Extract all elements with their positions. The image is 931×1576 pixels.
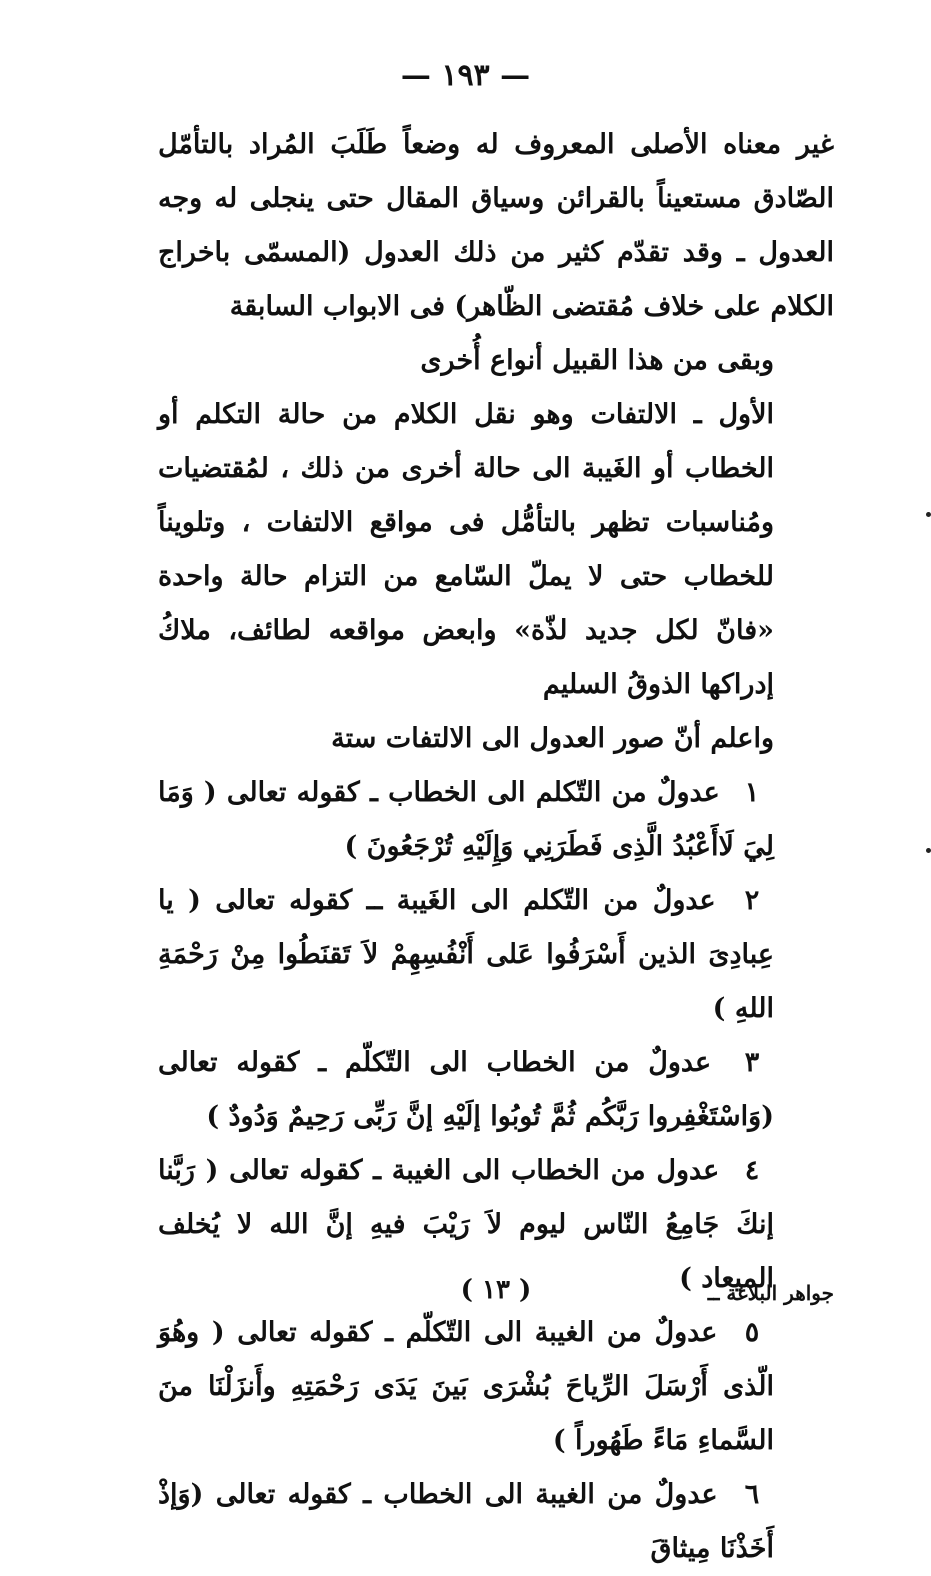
item-number: ٦ — [744, 1479, 760, 1510]
edge-dot — [926, 512, 931, 517]
page-footer — [158, 1275, 834, 1315]
item-text: عدولٌ من الخطاب الى التّكلّم ـ كقوله تعالى (وَاسْتَغْفِروا رَبَّكُم ثُمَّ تُوبُوا إلَيْهِ إنَّ رَبِّى رَحِيمٌ وَدُودٌ ) — [158, 1047, 774, 1132]
item-number: ٢ — [744, 885, 760, 916]
list-item — [158, 766, 834, 874]
page-number: — ١٩٣ — — [400, 58, 531, 93]
list-item — [158, 874, 834, 1036]
item-number: ١ — [744, 777, 760, 808]
item-number: ٥ — [744, 1317, 760, 1348]
item-text: عدولٌ من الغيبة الى الخطاب ـ كقوله تعالى (وَإذْ أَخَذْنَا مِيثاقَ — [158, 1479, 774, 1564]
book-title: جواهر البلاغة ــ — [707, 1281, 834, 1305]
item-text: عدول من الخطاب الى الغيبة ـ كقوله تعالى ( رَبَّنا إنكَ جَامِعُ النّاس ليوم لاَ رَيْبَ فيهِ إنَّ الله لا يُخلف الميعاد ) — [158, 1155, 774, 1294]
list-item — [158, 1468, 834, 1576]
page-body — [158, 118, 834, 1576]
edge-dot — [926, 848, 931, 853]
item-number: ٣ — [744, 1047, 760, 1078]
list-item — [158, 1306, 834, 1468]
item-text: عدولٌ من الغيبة الى التّكلّم ـ كقوله تعالى ( وهُوَ الّذى أَرْسَلَ الرِّياحَ بُشْرَى بَينَ يَدَى رَحْمَتِهِ وأَنزَلْنَا منَ السَّماءِ مَاءً طَهُوراً ) — [158, 1317, 774, 1456]
paragraph-six-forms: واعلم أنّ صور العدول الى الالتفات ستة — [331, 723, 774, 754]
paragraph-intro: غير معناه الأصلى المعروف له وضعاً طَلَبَ المُراد بالتأمّل الصّادق مستعيناً بالقرائن وسياق المقال حتى ينجلى له وجه العدول ـ وقد تقدّم كثير من ذلك العدول (المسمّى باخراج الكلام على خلاف مُقتضى الظّاهر) فى الابواب السابقة — [158, 129, 834, 322]
signature-number: ( ١٣ ) — [460, 1275, 532, 1305]
item-number: ٤ — [744, 1155, 760, 1186]
paragraph-other-types: وبقى من هذا القبيل أنواع أُخرى — [420, 345, 774, 376]
item-text: عدولٌ من التّكلم الى الخطاب ـ كقوله تعالى ( وَمَا لِيَ لَاأَعْبُدُ الَّذِى فَطَرَنِي وَإِلَيْهِ تُرْجَعُونَ ) — [158, 777, 774, 862]
item-text: عدولٌ من التّكلم الى الغَيبة ــ كقوله تعالى ( يا عِبادِىَ الذين أَسْرَفُوا عَلى أَنْفُسِهِمْ لاَ تَقنَطُوا مِنْ رَحْمَةِ اللهِ ) — [158, 885, 774, 1024]
paragraph-iltifat-definition: الأول ـ الالتفات وهو نقل الكلام من حالة التكلم أو الخطاب أو الغَيبة الى حالة أخرى من ذلك ، لمُقتضيات ومُناسبات تظهر بالتأمُّل فى مواقع الالتفات ، وتلويناً للخطاب حتى لا يملّ السّامع من التزام حالة واحدة «فانّ لكل جديد لذّة» وابعض مواقعه لطائف، ملاكُ إدراكها الذوقُ السليم — [158, 399, 774, 700]
list-item — [158, 1036, 834, 1144]
